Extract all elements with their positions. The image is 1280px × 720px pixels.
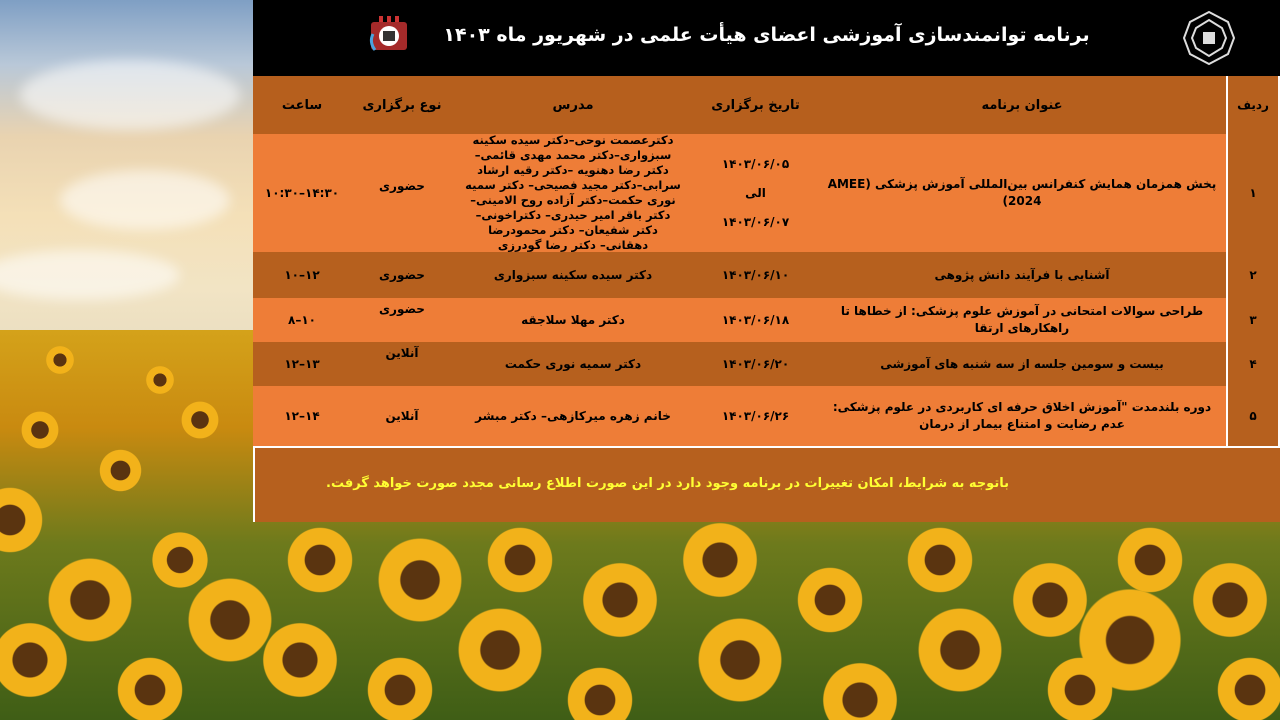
header-date: تاریخ برگزاری: [711, 97, 800, 113]
row-program-line-1: دوره بلندمدت "آموزش اخلاق حرفه ای کاربردی در علوم پزشکی:: [832, 400, 1212, 414]
header-teacher: مدرس: [552, 97, 594, 113]
page-title: برنامه توانمندسازی آموزشی اعضای هیأت علمی در شهریور ماه ۱۴۰۳: [443, 24, 1090, 46]
row-program: پخش همزمان همایش کنفرانس بین‌المللی آموزش پزشکی (AMEE 2024): [827, 177, 1217, 208]
sunflower: [695, 615, 785, 705]
cloud: [20, 60, 240, 130]
row-radif: ۲: [1249, 267, 1257, 282]
notice-box: [253, 446, 1280, 522]
sunflower: [115, 655, 185, 720]
row-date-end: ۱۴۰۳/۰۶/۰۷: [721, 214, 790, 229]
row-time: ۱۴–۱۲: [284, 408, 320, 423]
header-type: نوع برگزاری: [362, 97, 442, 113]
header-radif: ردیف: [1237, 97, 1269, 112]
row-teacher: خانم زهره میرکازهی– دکتر مبشر: [475, 408, 671, 423]
sunflower: [145, 365, 175, 395]
row-date-start: ۱۴۰۳/۰۶/۰۵: [721, 156, 790, 171]
row-date-separator: الی: [745, 185, 766, 200]
row-type: حضوری: [379, 267, 425, 282]
notice-text: باتوجه به شرایط، امکان تغییرات در برنامه وجود دارد در این صورت اطلاع رسانی مجدد صورت خواهد گرفت.: [326, 476, 1009, 491]
sunflower: [680, 520, 760, 600]
row-type: آنلاین: [385, 346, 419, 360]
row-date: [693, 134, 818, 252]
row-teacher: دکتر مهلا سلاجقه: [521, 312, 625, 327]
header-program: عنوان برنامه: [981, 97, 1063, 113]
cloud: [60, 170, 230, 230]
sunflower: [1075, 585, 1185, 695]
row-program: طراحی سوالات امتحانی در آموزش علوم پزشکی: از خطاها تا راهکارهای ارتقا: [840, 304, 1204, 335]
row-time: ۱۳–۱۲: [284, 356, 320, 371]
sunflower: [45, 345, 75, 375]
sunflower: [580, 560, 660, 640]
sunflower: [98, 448, 143, 493]
university-emblem-icon: [1182, 10, 1236, 66]
row-program: بیست و سومین جلسه از سه شنبه های آموزشی: [880, 356, 1164, 371]
row-date: ۱۴۰۳/۰۶/۲۶: [721, 408, 790, 423]
row-program: آشنایی با فرآیند دانش پژوهی: [934, 267, 1110, 282]
row-time: ۱۰–۸: [288, 312, 316, 327]
row-radif: ۳: [1249, 312, 1257, 327]
sunflower: [180, 400, 220, 440]
row-type: حضوری: [379, 179, 425, 193]
row-date: ۱۴۰۳/۰۶/۲۰: [721, 356, 790, 371]
row-date: ۱۴۰۳/۰۶/۱۰: [721, 267, 790, 282]
sunflower: [905, 525, 975, 595]
row-type: آنلاین: [385, 408, 419, 423]
title-bar: [253, 0, 1280, 76]
sunflower: [1215, 655, 1280, 720]
row-teacher: دکترعصمت نوحی–دکتر سیده سکینه سبزواری–دکتر محمد مهدی قائمی– دکتر رضا دهنویه –دکتر رقیه ارشاد سرابی–دکتر مجید فصیحی– دکتر سمیه نوری حکمت–دکتر آزاده روح الامینی– دکتر باقر امیر حیدری– دکتراخونی– دکتر شفیعان– دکتر محمودرضا دهقانی– دکتر رضا گودرزی: [465, 133, 681, 252]
sunflower: [455, 605, 545, 695]
header-time: ساعت: [281, 97, 323, 113]
row-radif: ۴: [1249, 356, 1257, 371]
sunflower: [1190, 560, 1270, 640]
sunflower: [260, 620, 340, 700]
row-program: [818, 386, 1226, 446]
sunflower: [20, 410, 60, 450]
row-date: ۱۴۰۳/۰۶/۱۸: [721, 312, 790, 327]
row-time: ۱۴:۳۰–۱۰:۳۰: [264, 185, 340, 200]
row-time: ۱۲–۱۰: [284, 267, 320, 282]
sunflower: [285, 525, 355, 595]
row-teacher: دکتر سمیه نوری حکمت: [504, 356, 642, 371]
sunflower: [915, 605, 1005, 695]
schedule-panel: [253, 0, 1280, 522]
sunflower: [150, 530, 210, 590]
sunflower: [365, 655, 435, 720]
row-radif: ۱: [1249, 185, 1257, 200]
sunflower: [795, 565, 865, 635]
schedule-table: [253, 76, 1280, 446]
sunflower: [375, 535, 465, 625]
row-program-line-2: عدم رضایت و امتناع بیمار از درمان: [919, 417, 1125, 431]
row-type: حضوری: [379, 302, 425, 316]
row-teacher: دکتر سیده سکینه سبزواری: [493, 267, 653, 282]
row-radif: ۵: [1249, 408, 1257, 423]
sunflower: [485, 525, 555, 595]
